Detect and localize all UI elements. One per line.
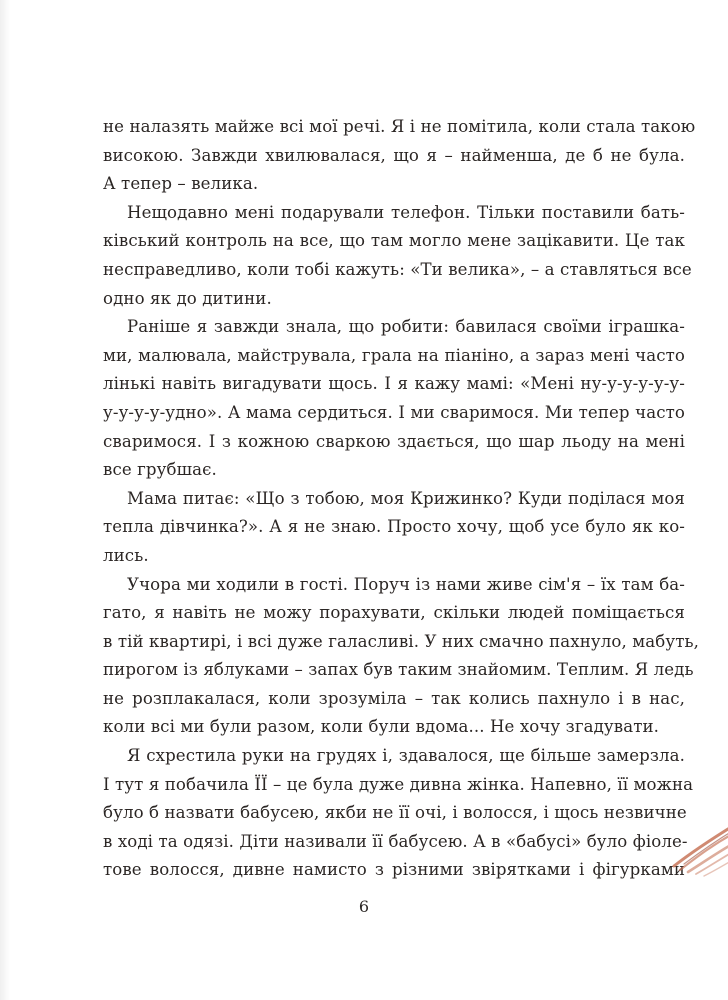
text-line: не розплакалася, коли зрозуміла – так колись пахнуло і в нас, (103, 688, 685, 708)
page-gutter-shade (0, 0, 10, 1000)
text-line: не налазять майже всі мої речі. Я і не помітила, коли стала такою (103, 117, 696, 136)
text-line: тепла дівчинка?». А я не знаю. Просто хочу, щоб усе було як ко- (103, 517, 685, 537)
text-line: лись. (103, 545, 149, 565)
text-line: І тут я побачила ЇЇ – це була дуже дивна жінка. Напевно, її можна (103, 774, 694, 794)
text-line: тове волосся, дивне намисто з різними звірятками і фігурками (103, 860, 685, 880)
text-line: Учора ми ходили в гості. Поруч із нами живе сім'я – їх там ба- (127, 574, 685, 594)
text-line: одно як до дитини. (103, 288, 272, 308)
text-line: Я схрестила руки на грудях і, здавалося, ще більше замерзла. (127, 746, 685, 766)
text-line: коли всі ми були разом, коли були вдома... Не хочу згадувати. (103, 717, 660, 737)
text-line: сваримося. І з кожною сваркою здається, що шар льоду на мені (103, 431, 685, 451)
text-line: Раніше я завжди знала, що робити: бавилася своїми іграшка- (127, 317, 685, 337)
brush-stroke-icon (664, 818, 728, 878)
text-line: Нещодавно мені подарували телефон. Тільки поставили бать- (127, 202, 685, 222)
text-line: в тій квартирі, і всі дуже галасливі. У них смачно пахнуло, мабуть, (103, 631, 700, 651)
text-line: Мама питає: «Що з тобою, моя Крижинко? Куди поділася моя (127, 488, 685, 508)
text-line: пирогом із яблуками – запах був таким знайомим. Теплим. Я ледь (103, 660, 694, 680)
text-line: несправедливо, коли тобі кажуть: «Ти велика», – а ставляться все (103, 259, 692, 279)
text-line: у-у-у-у-удно». А мама сердиться. І ми сваримося. Ми тепер часто (103, 402, 685, 422)
text-line: в ході та одязі. Діти називали її бабусею. А в «бабусі» було фіоле- (103, 831, 688, 851)
text-line: А тепер – велика. (103, 174, 259, 194)
text-line: все грубшає. (103, 460, 217, 480)
text-line: гато, я навіть не можу порахувати, скільки людей поміщається (103, 603, 685, 623)
text-line: лінькі навіть вигадувати щось. І я кажу мамі: «Мені ну-у-у-у-у-у- (103, 374, 685, 394)
text-line: ківський контроль на все, що там могло мене зацікавити. Це так (103, 231, 685, 251)
text-line: було б назвати бабусею, якби не її очі, і волосся, і щось незвичне (103, 803, 687, 823)
body-text (103, 113, 700, 885)
text-line: ми, малювала, майструвала, грала на піаніно, а зараз мені часто (103, 345, 685, 365)
page-number: 6 (358, 897, 370, 916)
text-line: високою. Завжди хвилювалася, що я – найменша, де б не була. (103, 145, 685, 165)
